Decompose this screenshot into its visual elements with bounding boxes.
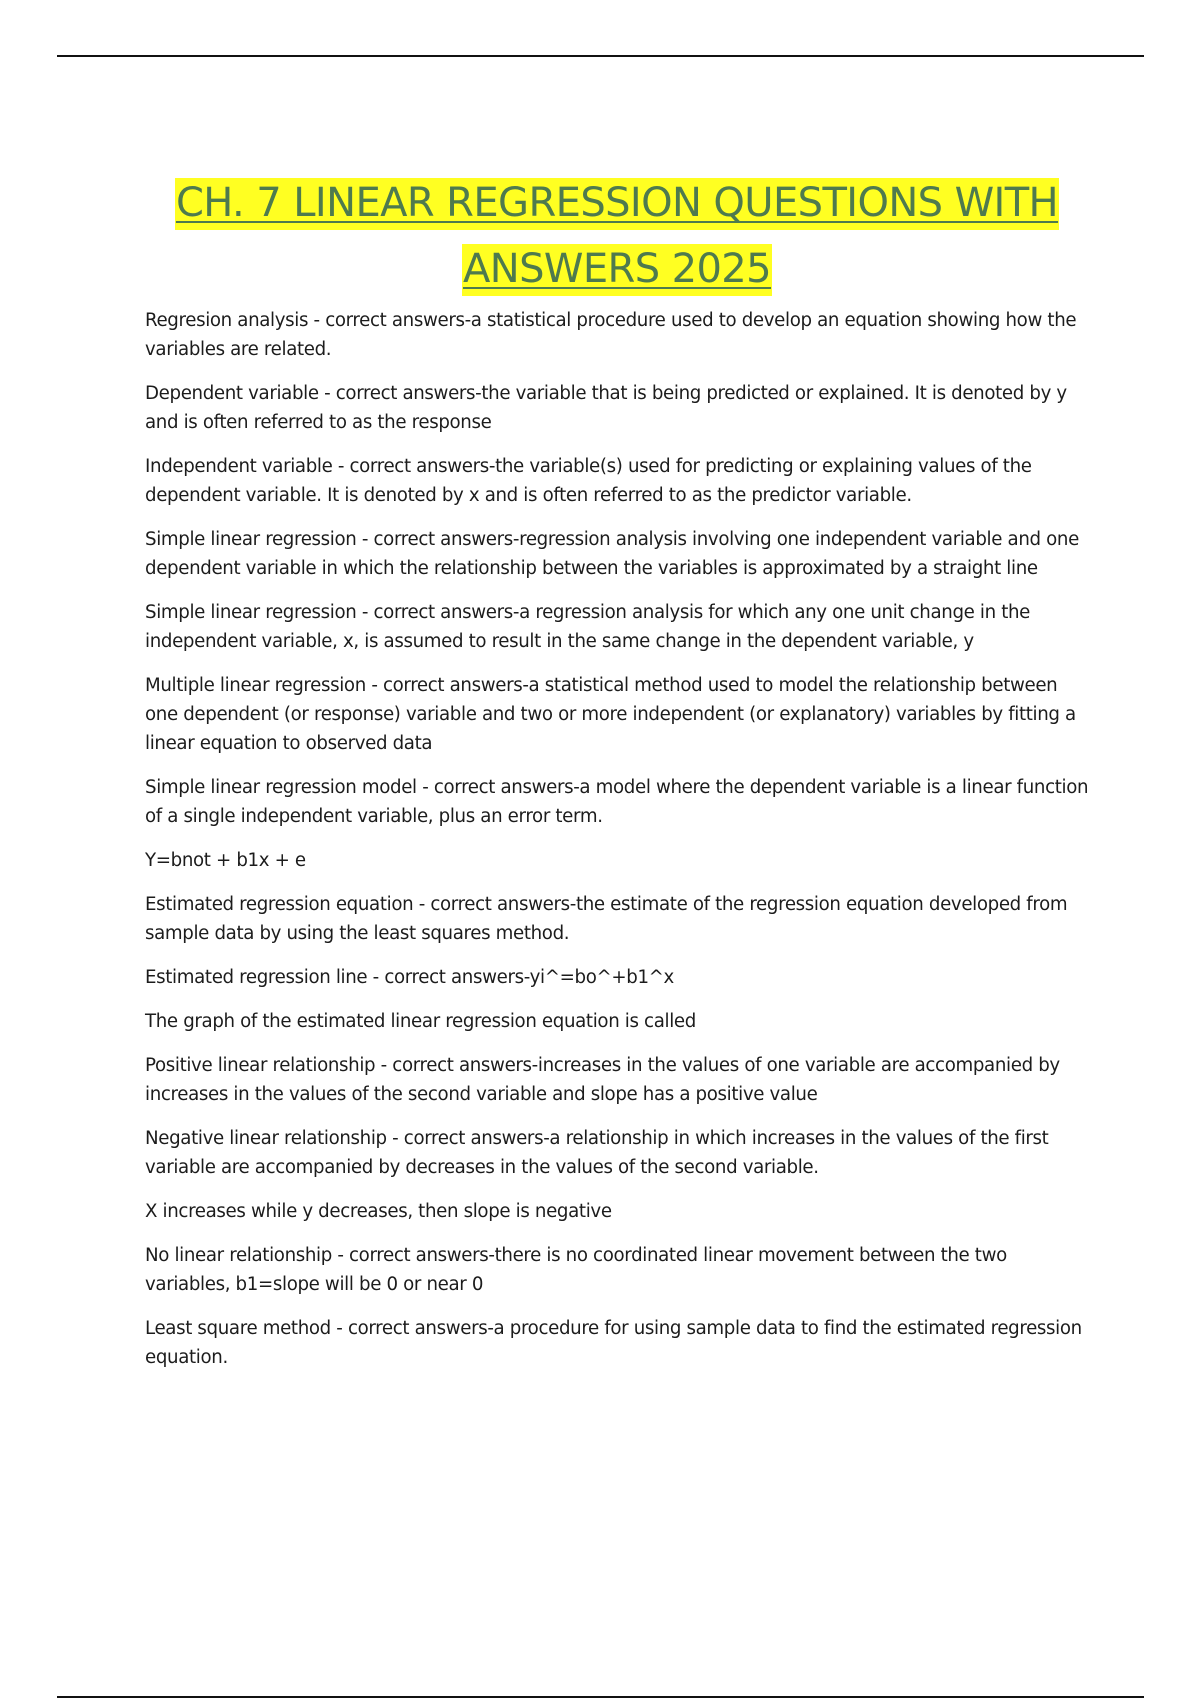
paragraph-independent-variable: Independent variable - correct answers-the variable(s) used for predicting or explaining values of the dependent variable. It is denoted by x and is often referred to as the predictor variable. [145,456,1032,506]
paragraph-dependent-variable: Dependent variable - correct answers-the variable that is being predicted or explained. It is denoted by y and is often referred to as the response [145,383,1067,433]
paragraph-simple-linear-regression-model: Simple linear regression model - correct answers-a model where the dependent variable is a linear function of a single independent variable, plus an error term. [145,777,1089,827]
paragraph-estimated-regression-line: Estimated regression line - correct answers-yi^=bo^+b1^x [145,967,674,988]
document-title [145,170,1089,302]
paragraph-graph-called: The graph of the estimated linear regression equation is called [145,1011,696,1032]
paragraph-positive-linear-relationship: Positive linear relationship - correct answers-increases in the values of one variable are accompanied by increases in the values of the second variable and slope has a positive value [145,1055,1060,1105]
document-body [145,306,1095,1387]
header-rule [57,55,1144,57]
paragraph-regression-analysis: Regresion analysis - correct answers-a statistical procedure used to develop an equation showing how the variables are related. [145,310,1077,360]
paragraph-negative-linear-relationship: Negative linear relationship - correct answers-a relationship in which increases in the values of the first variable are accompanied by decreases in the values of the second variable. [145,1128,1049,1178]
paragraph-least-square-method: Least square method - correct answers-a procedure for using sample data to find the estimated regression equation. [145,1318,1082,1368]
paragraph-model-equation: Y=bnot + b1x + e [145,850,306,871]
document-title-text: CH. 7 LINEAR REGRESSION QUESTIONS WITH ANSWERS 2025 [175,178,1059,296]
paragraph-multiple-linear-regression: Multiple linear regression - correct answers-a statistical method used to model the relationship between one dependent (or response) variable and two or more independent (or explanatory) variables by fitting a linear equation to observed data [145,675,1076,754]
paragraph-simple-linear-regression: Simple linear regression - correct answers-regression analysis involving one independent variable and one dependent variable in which the relationship between the variables is approximated by a straight line [145,529,1079,579]
paragraph-slope-negative: X increases while y decreases, then slope is negative [145,1201,612,1222]
paragraph-no-linear-relationship: No linear relationship - correct answers-there is no coordinated linear movement between the two variables, b1=slope will be 0 or near 0 [145,1245,1007,1295]
footer-rule [57,1696,1144,1698]
paragraph-simple-linear-regression-2: Simple linear regression - correct answers-a regression analysis for which any one unit change in the independent variable, x, is assumed to result in the same change in the dependent variable, y [145,602,1031,652]
paragraph-estimated-regression-equation: Estimated regression equation - correct answers-the estimate of the regression equation developed from sample data by using the least squares method. [145,894,1068,944]
